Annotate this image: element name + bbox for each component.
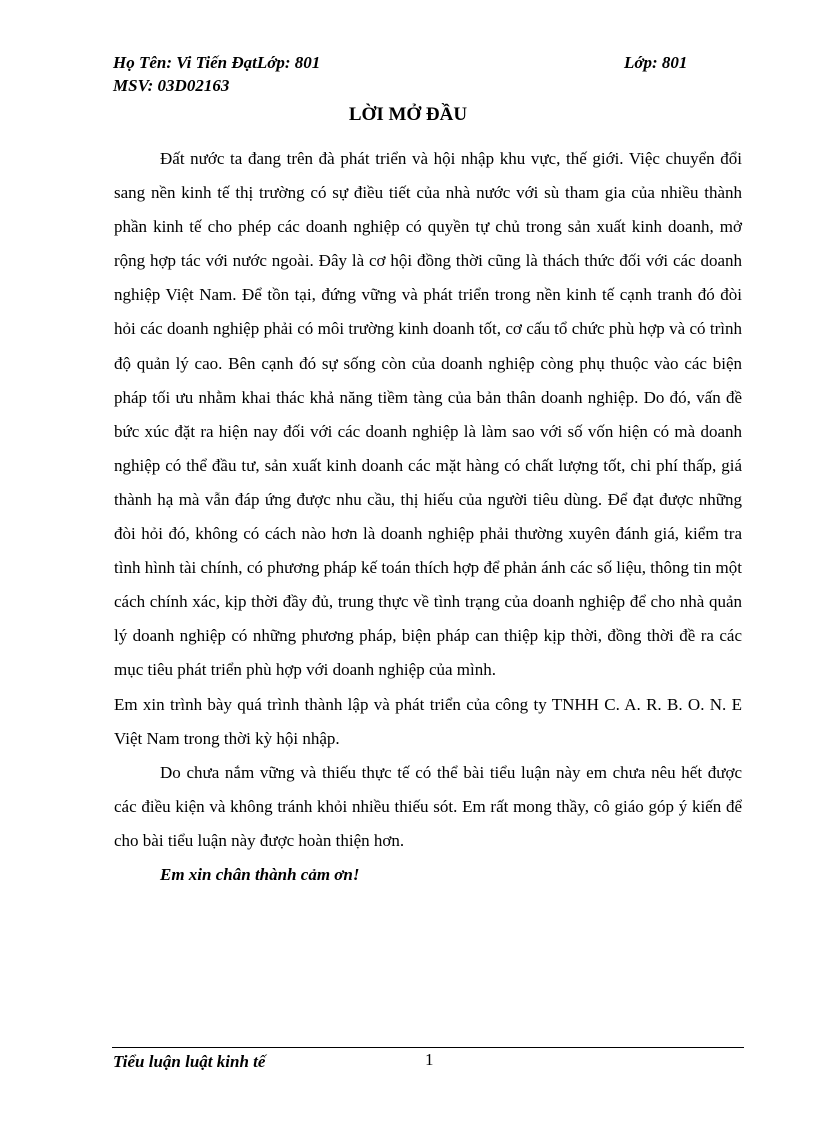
closing-thanks: Em xin chân thành cảm ơn! bbox=[160, 864, 360, 884]
paragraph-presentation: Em xin trình bày quá trình thành lập và phát triển của công ty TNHH C. A. R. B. O. N. E Việt Nam trong thời kỳ hội nhập. bbox=[114, 694, 742, 748]
header-student-name: Họ Tên: Vi Tiến ĐạtLớp: 801 bbox=[113, 53, 321, 72]
page-number: 1 bbox=[425, 1050, 434, 1069]
body-text bbox=[114, 142, 742, 892]
paragraph-apology: Do chưa nắm vững và thiếu thực tế có thể bài tiểu luận này em chưa nêu hết được các điều kiện và không tránh khỏi nhiều thiếu sót. Em rất mong thầy, cô giáo góp ý kiến để cho bài tiểu luận này được hoàn thiện hơn. bbox=[114, 762, 742, 850]
footer-divider bbox=[112, 1047, 744, 1048]
header-student-id: MSV: 03D02163 bbox=[113, 76, 230, 95]
paragraph-intro: Đất nước ta đang trên đà phát triển và hội nhập khu vực, thế giới. Việc chuyển đổi sang nền kinh tế thị trường có sự điều tiết của nhà nước với sù tham gia của nhiều thành phần kinh tế cho phép các doanh nghiệp có quyền tự chủ trong sản xuất kinh doanh, mở rộng hợp tác với nước ngoài. Đây là cơ hội đồng thời cũng là thách thức đối với các doanh nghiệp Việt Nam. Để tồn tại, đứng vững và phát triển trong nền kinh tế cạnh tranh đó đòi hỏi các doanh nghiệp phải có môi trường kinh doanh tốt, cơ cấu tổ chức phù hợp và có trình độ quản lý cao. Bên cạnh đó sự sống còn của doanh nghiệp còng phụ thuộc vào các biện pháp tối ưu nhằm khai thác khả năng tiềm tàng của bản thân doanh nghiệp. Do đó, vấn đề bức xúc đặt ra hiện nay đối với các doanh nghiệp là làm sao với số vốn hiện có mà doanh nghiệp có thể đầu tư, sản xuất kinh doanh các mặt hàng có chất lượng tốt, chi phí thấp, giá thành hạ mà vẫn đáp ứng được nhu cầu, thị hiếu của người tiêu dùng. Để đạt được những đòi hỏi đó, không có cách nào hơn là doanh nghiệp phải thường xuyên đánh giá, kiểm tra tình hình tài chính, có phương pháp kế toán thích hợp để phản ánh các số liệu, thông tin một cách chính xác, kịp thời đầy đủ, trung thực về tình trạng của doanh nghiệp để cho nhà quản lý doanh nghiệp có những phương pháp, biện pháp can thiệp kịp thời, đồng thời đề ra các mục tiêu phát triển phù hợp với doanh nghiệp của mình. bbox=[114, 149, 742, 680]
footer-course-title: Tiểu luận luật kinh tế bbox=[113, 1052, 266, 1071]
header-class: Lớp: 801 bbox=[624, 53, 688, 72]
page-title: LỜI MỞ ĐẦU bbox=[348, 104, 468, 125]
